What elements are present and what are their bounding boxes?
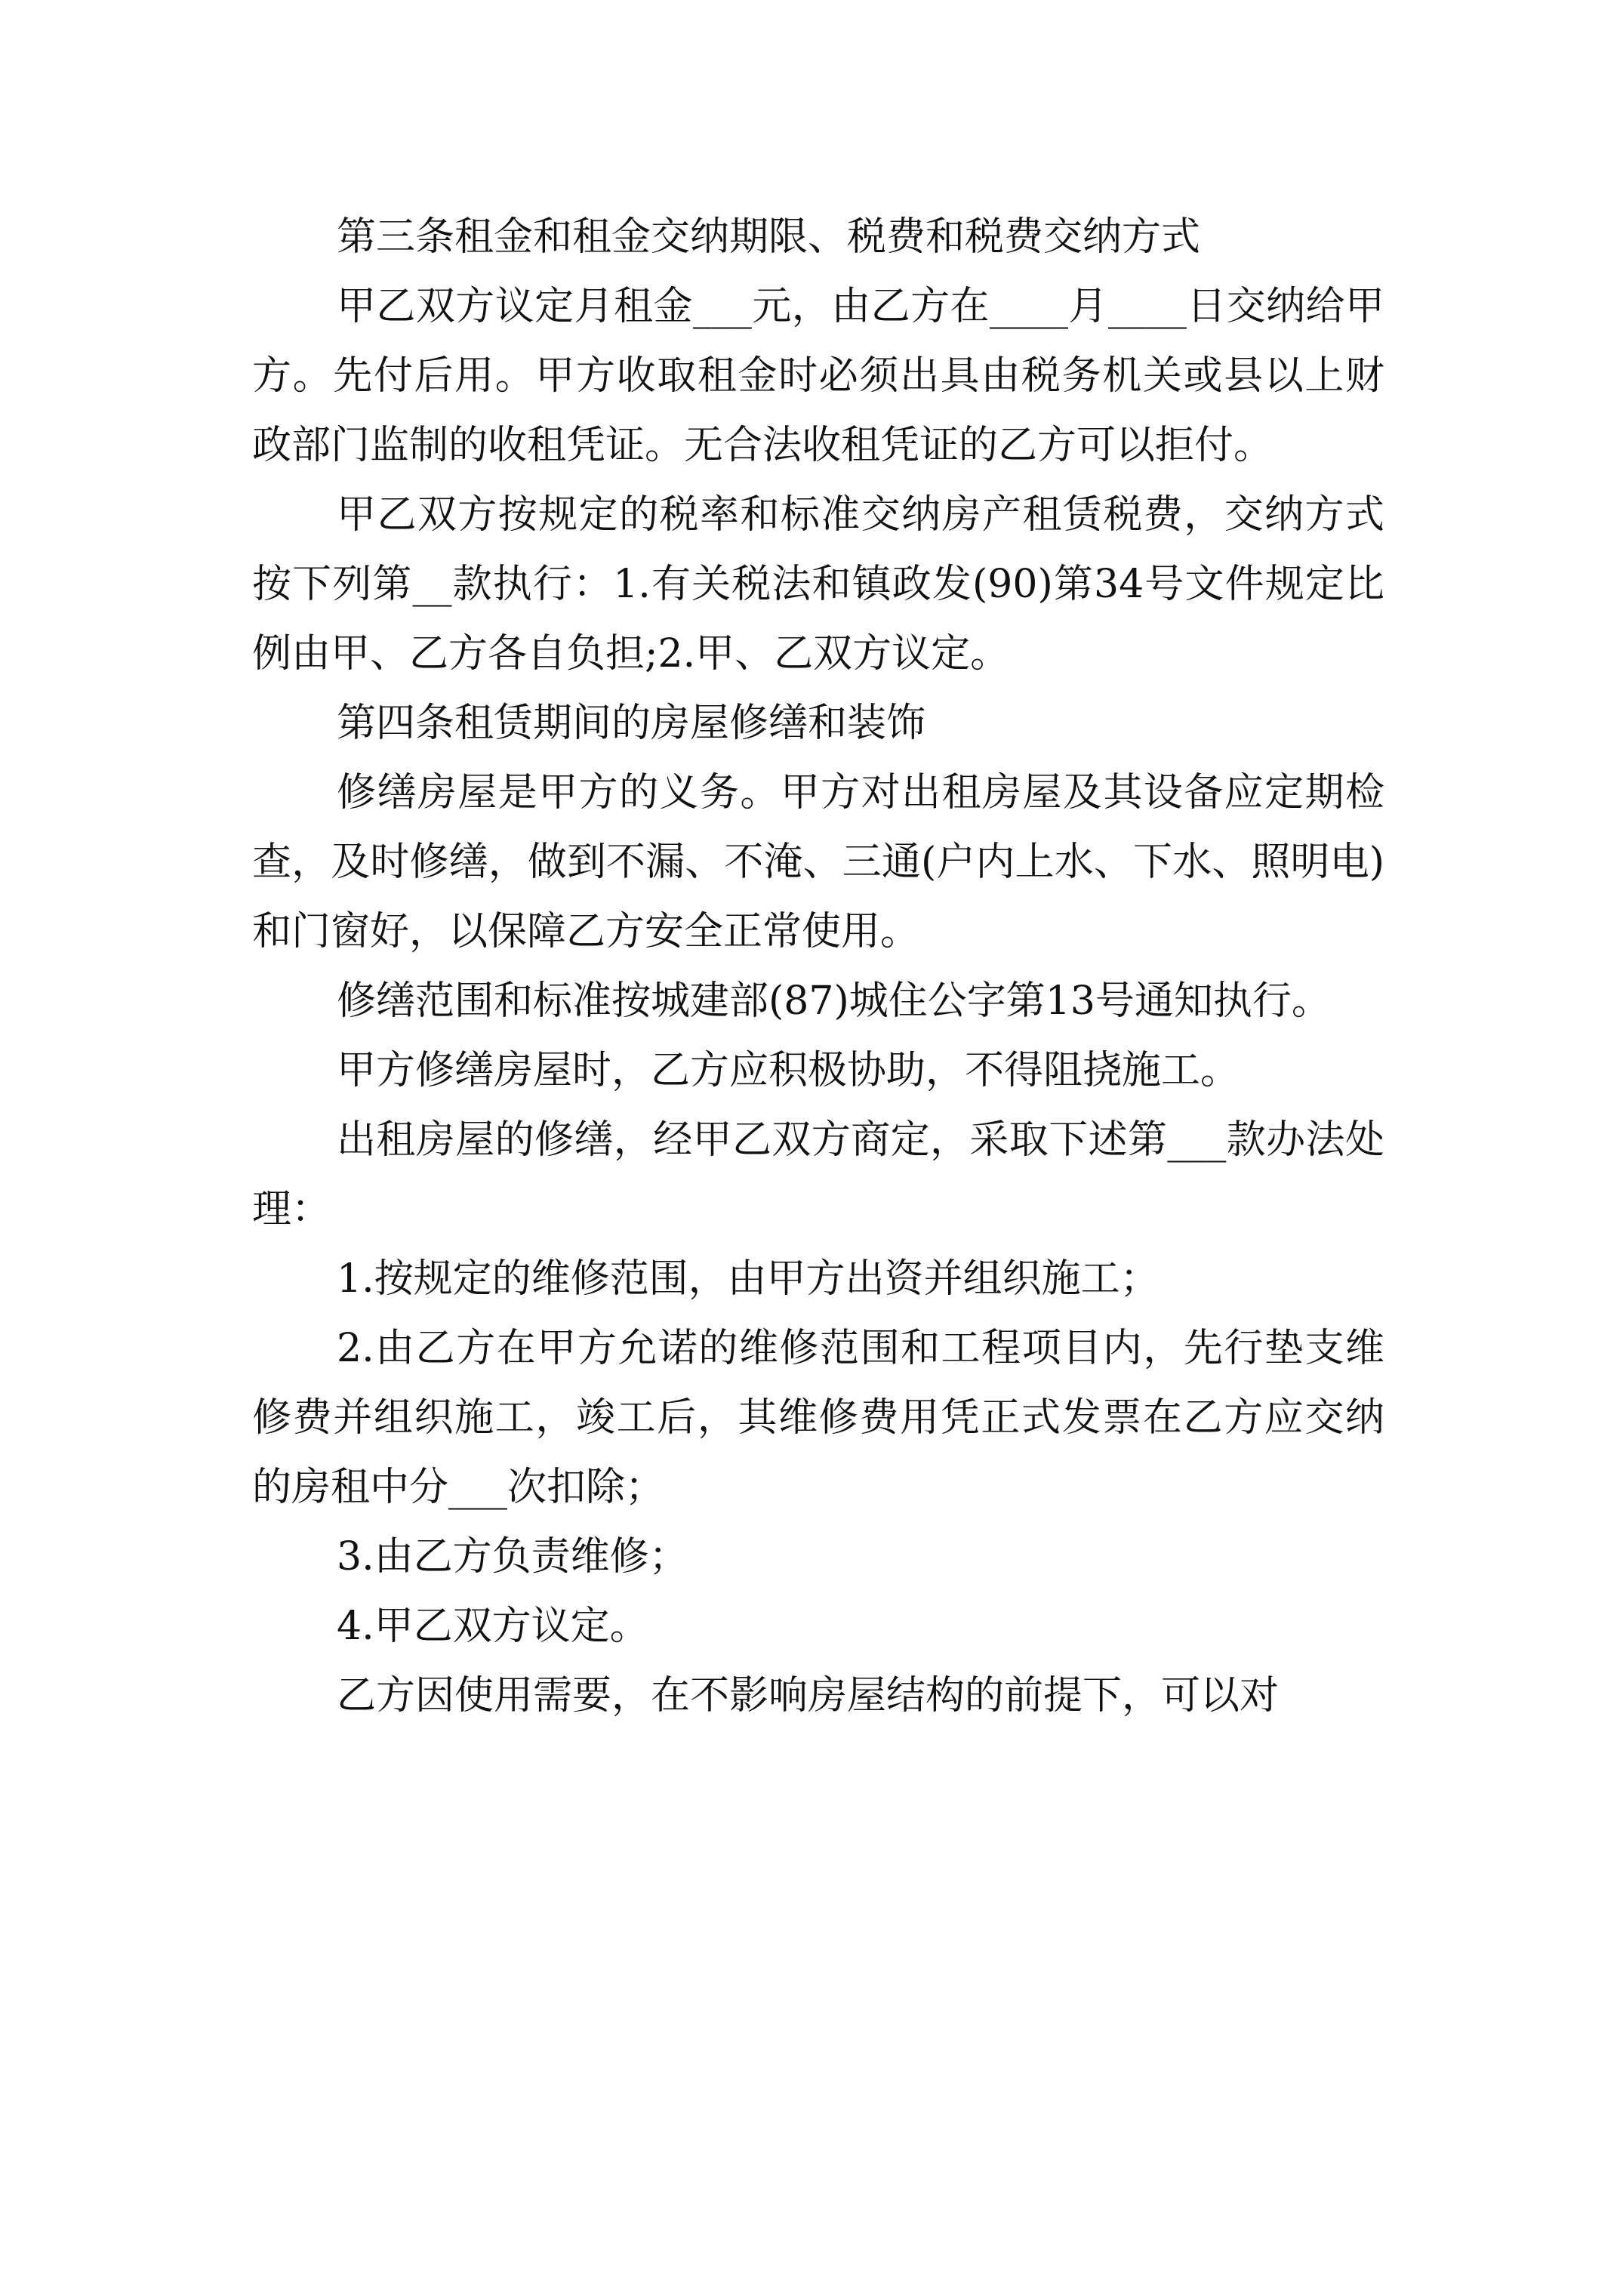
repair-cooperation-paragraph: 甲方修缮房屋时，乙方应积极协助，不得阻挠施工。 bbox=[337, 1048, 1240, 1093]
article-4-heading: 第四条租赁期间的房屋修缮和装饰 bbox=[337, 701, 926, 746]
repair-option-1: 1.按规定的维修范围，由甲方出资并组织施工； bbox=[337, 1256, 1160, 1302]
repair-option-3: 3.由乙方负责维修； bbox=[337, 1534, 688, 1579]
repair-option-4: 4.甲乙双方议定。 bbox=[337, 1604, 649, 1649]
article-3-heading: 第三条租金和租金交纳期限、税费和税费交纳方式 bbox=[337, 214, 1201, 260]
document-body bbox=[252, 202, 1384, 1730]
repair-scope-paragraph: 修缮范围和标准按城建部(87)城住公字第13号通知执行。 bbox=[337, 978, 1331, 1024]
tax-payment-paragraph: 甲乙双方按规定的税率和标准交纳房产租赁税费，交纳方式按下列第__款执行：1.有关税法和镇政发(90)第34号文件规定比例由甲、乙方各自负担;2.甲、乙双方议定。 bbox=[252, 492, 1384, 676]
repair-obligation-paragraph: 修缮房屋是甲方的义务。甲方对出租房屋及其设备应定期检查，及时修缮，做到不漏、不淹、三通(户内上水、下水、照明电)和门窗好，以保障乙方安全正常使用。 bbox=[252, 770, 1384, 954]
repair-option-2: 2.由乙方在甲方允诺的维修范围和工程项目内，先行垫支维修费并组织施工，竣工后，其维修费用凭正式发票在乙方应交纳的房租中分___次扣除； bbox=[252, 1326, 1384, 1510]
rent-payment-paragraph: 甲乙双方议定月租金___元，由乙方在____月____日交纳给甲方。先付后用。甲方收取租金时必须出具由税务机关或县以上财政部门监制的收租凭证。无合法收租凭证的乙方可以拒付。 bbox=[252, 284, 1384, 468]
decoration-paragraph: 乙方因使用需要，在不影响房屋结构的前提下，可以对 bbox=[337, 1673, 1280, 1718]
repair-method-paragraph: 出租房屋的修缮，经甲乙双方商定，采取下述第___款办法处理： bbox=[252, 1117, 1384, 1232]
